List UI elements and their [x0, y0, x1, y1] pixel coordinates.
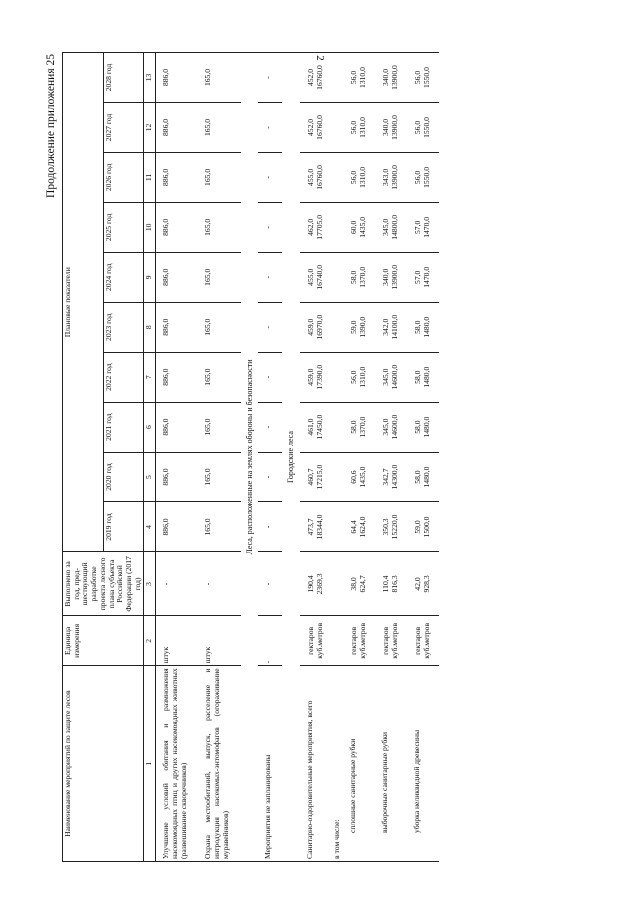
row-value-line: 14600,0: [389, 414, 399, 440]
row-value: -: [258, 452, 283, 502]
row-value-line: 58,0: [412, 370, 422, 384]
row-value: [375, 402, 407, 452]
row-value: -: [258, 103, 283, 153]
header-planned: Плановые показатели: [63, 53, 104, 552]
column-number: 12: [144, 103, 156, 153]
row-value: [407, 352, 439, 402]
table-row: [407, 53, 439, 862]
row-value: [343, 252, 375, 302]
column-number: 6: [144, 402, 156, 452]
row-value-line: 343,0: [380, 168, 390, 186]
row-value-line: 1480,0: [422, 316, 432, 338]
row-name: выборочные санитарные рубки: [375, 666, 407, 862]
row-value-line: 1370,0: [357, 266, 367, 288]
row-done: [407, 552, 439, 616]
row-value-line: 60,6: [348, 470, 358, 484]
row-value-line: 16760,0: [314, 65, 324, 90]
row-value-line: 345,0: [380, 218, 390, 236]
row-value-line: 1310,0: [357, 67, 367, 88]
row-value-line: 16970,0: [314, 314, 324, 340]
row-done: -: [156, 552, 199, 616]
row-done-line: 928,3: [422, 575, 432, 593]
row-unit: [375, 616, 407, 666]
row-name: Санитарно-оздоровительные мероприятия, всего: [300, 666, 332, 862]
row-value-line: 56,0: [348, 170, 358, 185]
row-value-line: 1310,0: [357, 166, 367, 188]
row-value-line: 58,0: [412, 320, 422, 334]
continuation-caption: Продолжение приложения 25: [45, 54, 57, 198]
row-value: [407, 452, 439, 502]
row-value-line: 345,0: [380, 368, 390, 386]
column-number: 10: [144, 202, 156, 252]
row-value-line: 452,0: [305, 68, 315, 87]
section-row: [241, 53, 258, 862]
row-value: [407, 302, 439, 352]
row-value-line: 58,0: [348, 420, 358, 434]
row-value-line: 1480,0: [422, 366, 432, 388]
empty-cell: [332, 552, 343, 616]
row-value-line: 17215,0: [314, 464, 324, 490]
empty-cell: [332, 402, 343, 452]
row-unit-line: гектаров: [412, 626, 422, 655]
row-value-line: 13900,0: [389, 165, 399, 190]
section-row: [282, 53, 299, 862]
empty-cell: [332, 302, 343, 352]
row-value-line: 345,0: [380, 418, 390, 436]
row-value-line: 13900,0: [389, 115, 399, 140]
row-value: -: [258, 302, 283, 352]
row-unit-line: куб.метров: [357, 622, 367, 659]
row-unit-line: куб.метров: [389, 622, 399, 659]
row-value-line: 56,0: [412, 170, 422, 185]
row-value-line: 58,0: [348, 270, 358, 284]
column-number: 1: [144, 666, 156, 862]
row-value-line: 1390,0: [357, 316, 367, 338]
table-row: [300, 53, 332, 862]
row-unit-line: гектаров: [380, 626, 390, 655]
row-value-line: 459,0: [305, 368, 315, 386]
row-unit-line: гектаров: [348, 626, 358, 655]
row-done-line: 38,0: [348, 577, 358, 591]
row-value: [375, 152, 407, 202]
row-value: [300, 302, 332, 352]
row-unit: штук: [198, 616, 240, 666]
row-value: [343, 202, 375, 252]
row-value-line: 342,0: [380, 318, 390, 336]
row-value-line: 58,0: [412, 420, 422, 434]
row-value-line: 1500,0: [422, 516, 432, 538]
row-value-line: 342,7: [380, 468, 390, 486]
row-unit: [343, 616, 375, 666]
table-row: [156, 53, 199, 862]
row-value: -: [258, 402, 283, 452]
table-row: [198, 53, 240, 862]
row-value-line: 459,0: [305, 318, 315, 336]
row-value: [375, 103, 407, 153]
row-value: 886,0: [156, 53, 199, 103]
row-value-line: 56,0: [412, 120, 422, 135]
row-value-line: 340,0: [380, 118, 390, 137]
row-value: [343, 352, 375, 402]
row-value: [343, 402, 375, 452]
row-value-line: 1435,0: [357, 466, 367, 488]
row-value: 886,0: [156, 502, 199, 552]
row-value-line: 1550,0: [422, 117, 432, 138]
row-value-line: 1470,0: [422, 266, 432, 288]
header-year: 2024 год: [103, 252, 144, 302]
row-value: 165,0: [198, 402, 240, 452]
header-year: 2019 год: [103, 502, 144, 552]
row-value: [300, 502, 332, 552]
row-value-line: 1550,0: [422, 166, 432, 188]
row-value: [407, 252, 439, 302]
row-name: Улучшение условий обитания и размножения насекомоядных птиц и других насекомоядных животных (развешивание скворечников): [156, 666, 199, 862]
row-value-line: 16740,0: [314, 264, 324, 290]
row-value-line: 14300,0: [389, 464, 399, 490]
section-title: Городские леса: [282, 53, 299, 862]
header-year: 2026 год: [103, 152, 144, 202]
row-value: [300, 152, 332, 202]
row-value-line: 14800,0: [389, 215, 399, 240]
row-value-line: 462,0: [305, 218, 315, 236]
row-value: [343, 152, 375, 202]
row-value: 165,0: [198, 152, 240, 202]
row-value: [343, 53, 375, 103]
column-number: 13: [144, 53, 156, 103]
row-value: 886,0: [156, 352, 199, 402]
row-value: [343, 452, 375, 502]
row-value: -: [258, 152, 283, 202]
row-value-line: 1480,0: [422, 416, 432, 438]
row-value-line: 455,0: [305, 268, 315, 286]
row-value-line: 13900,0: [389, 65, 399, 90]
row-value: -: [258, 502, 283, 552]
empty-cell: [332, 616, 343, 666]
empty-cell: [332, 103, 343, 153]
row-unit-line: куб.метров: [422, 622, 432, 659]
row-unit-line: гектаров: [305, 626, 315, 655]
header-year: 2028 год: [103, 53, 144, 103]
row-done: [300, 552, 332, 616]
row-value: [300, 402, 332, 452]
row-value: [375, 352, 407, 402]
rotated-page-content: [45, 52, 595, 862]
row-value: 886,0: [156, 103, 199, 153]
row-value: [343, 502, 375, 552]
row-value: [407, 502, 439, 552]
row-value-line: 14100,0: [389, 314, 399, 340]
row-value-line: 17705,0: [314, 215, 324, 240]
row-value-line: 1370,0: [357, 416, 367, 438]
row-value-line: 1550,0: [422, 67, 432, 88]
row-value: 165,0: [198, 302, 240, 352]
row-value: 165,0: [198, 53, 240, 103]
row-done-line: 816,3: [389, 575, 399, 593]
row-value-line: 340,0: [380, 68, 390, 87]
row-name: Мероприятия не запланированы: [258, 666, 283, 862]
row-value: [375, 252, 407, 302]
row-value: 165,0: [198, 352, 240, 402]
header-done: Выполнено за год, пред-шествующий разработке проекта лесного плана субъекта Российской Федерации (2017 год): [63, 552, 144, 616]
column-number: 8: [144, 302, 156, 352]
row-value-line: 15220,0: [389, 514, 399, 540]
column-number: 2: [144, 616, 156, 666]
row-value-line: 57,0: [412, 220, 422, 234]
row-value-line: 59,0: [412, 520, 422, 534]
row-value-line: 16760,0: [314, 115, 324, 140]
row-value: 886,0: [156, 152, 199, 202]
row-unit: штук: [156, 616, 199, 666]
row-done-line: 2369,3: [314, 573, 324, 595]
row-value: [300, 352, 332, 402]
row-done: -: [198, 552, 240, 616]
row-done-line: 42,0: [412, 577, 422, 591]
header-year: 2021 год: [103, 402, 144, 452]
row-value-line: 58,0: [412, 470, 422, 484]
row-value: 886,0: [156, 302, 199, 352]
empty-cell: [332, 53, 343, 103]
row-value-line: 64,4: [348, 520, 358, 534]
empty-cell: [332, 502, 343, 552]
row-value-line: 56,0: [348, 370, 358, 384]
row-value: 886,0: [156, 402, 199, 452]
row-value: [300, 452, 332, 502]
row-value: -: [258, 202, 283, 252]
row-value-line: 16760,0: [314, 165, 324, 190]
row-value: [375, 302, 407, 352]
row-value-line: 1624,0: [357, 516, 367, 538]
row-value-line: 14600,0: [389, 364, 399, 390]
row-value-line: 455,0: [305, 168, 315, 186]
page-number: 2: [314, 55, 326, 61]
row-done-line: 624,7: [357, 575, 367, 593]
row-value: [375, 452, 407, 502]
header-year: 2025 год: [103, 202, 144, 252]
row-unit: [300, 616, 332, 666]
row-value: -: [258, 352, 283, 402]
row-value-line: 17450,0: [314, 414, 324, 440]
table-row: [375, 53, 407, 862]
row-value-line: 452,0: [305, 118, 315, 137]
row-value: [407, 402, 439, 452]
header-name: Наименование мероприятий по защите лесов: [63, 666, 144, 862]
row-value-line: 13900,0: [389, 264, 399, 290]
row-unit-line: куб.метров: [314, 622, 324, 659]
empty-cell: [332, 152, 343, 202]
row-value-line: 56,0: [412, 70, 422, 85]
table-row: [258, 53, 283, 862]
empty-cell: [332, 202, 343, 252]
row-value-line: 1480,0: [422, 466, 432, 488]
row-value: 165,0: [198, 202, 240, 252]
row-value-line: 460,7: [305, 468, 315, 486]
section-title: Леса, расположенные на землях обороны и безопасности: [241, 53, 258, 862]
column-number: 4: [144, 502, 156, 552]
row-done: [343, 552, 375, 616]
row-value: [407, 152, 439, 202]
column-numbers-row: [144, 53, 156, 862]
row-value: 886,0: [156, 202, 199, 252]
row-done: [375, 552, 407, 616]
row-value-line: 18344,0: [314, 514, 324, 540]
row-name: сплошные санитарные рубки: [343, 666, 375, 862]
row-value-line: 1435,0: [357, 216, 367, 238]
row-value: [375, 202, 407, 252]
row-value: [343, 103, 375, 153]
row-value: 165,0: [198, 502, 240, 552]
row-value-line: 1310,0: [357, 117, 367, 138]
row-value: 886,0: [156, 452, 199, 502]
header-year: 2027 год: [103, 103, 144, 153]
header-year: 2020 год: [103, 452, 144, 502]
header-year: 2023 год: [103, 302, 144, 352]
incl-label: в том числе:: [332, 666, 343, 862]
row-done: -: [258, 552, 283, 616]
empty-cell: [332, 352, 343, 402]
row-name: Охрана местообитаний, выпуск, расселение и интродукция насекомых-энтомофагов (огораживание муравейников): [198, 666, 240, 862]
row-value-line: 56,0: [348, 120, 358, 135]
row-value: [375, 53, 407, 103]
row-value-line: 340,0: [380, 268, 390, 286]
row-value: [407, 202, 439, 252]
incl-row: [332, 53, 343, 862]
row-value: 886,0: [156, 252, 199, 302]
row-value: 165,0: [198, 103, 240, 153]
header-unit: Единица измерения: [63, 616, 144, 666]
table-row: [343, 53, 375, 862]
row-value: [343, 302, 375, 352]
row-value: [375, 502, 407, 552]
column-number: 3: [144, 552, 156, 616]
row-value-line: 57,0: [412, 270, 422, 284]
forest-protection-table: [62, 52, 439, 862]
empty-cell: [332, 252, 343, 302]
row-value: 165,0: [198, 452, 240, 502]
row-value: [407, 103, 439, 153]
row-value: [300, 53, 332, 103]
row-value-line: 60,0: [348, 220, 358, 234]
row-value: [300, 103, 332, 153]
row-done-line: 110,4: [380, 575, 390, 593]
row-value-line: 1470,0: [422, 216, 432, 238]
row-value-line: 350,3: [380, 518, 390, 536]
row-unit: -: [258, 616, 283, 666]
row-value: [300, 252, 332, 302]
row-value: [300, 202, 332, 252]
column-number: 11: [144, 152, 156, 202]
row-value-line: 56,0: [348, 70, 358, 85]
column-number: 5: [144, 452, 156, 502]
empty-cell: [332, 452, 343, 502]
row-done-line: 190,4: [305, 575, 315, 593]
row-value-line: 1310,0: [357, 366, 367, 388]
header-year: 2022 год: [103, 352, 144, 402]
row-value: 165,0: [198, 252, 240, 302]
row-value-line: 59,0: [348, 320, 358, 334]
row-value-line: 461,0: [305, 418, 315, 436]
row-value: [407, 53, 439, 103]
row-value-line: 473,7: [305, 518, 315, 536]
row-unit: [407, 616, 439, 666]
column-number: 9: [144, 252, 156, 302]
row-value: -: [258, 252, 283, 302]
row-value-line: 17390,0: [314, 364, 324, 390]
column-number: 7: [144, 352, 156, 402]
row-value: -: [258, 53, 283, 103]
row-name: уборка неликвидной древесины: [407, 666, 439, 862]
